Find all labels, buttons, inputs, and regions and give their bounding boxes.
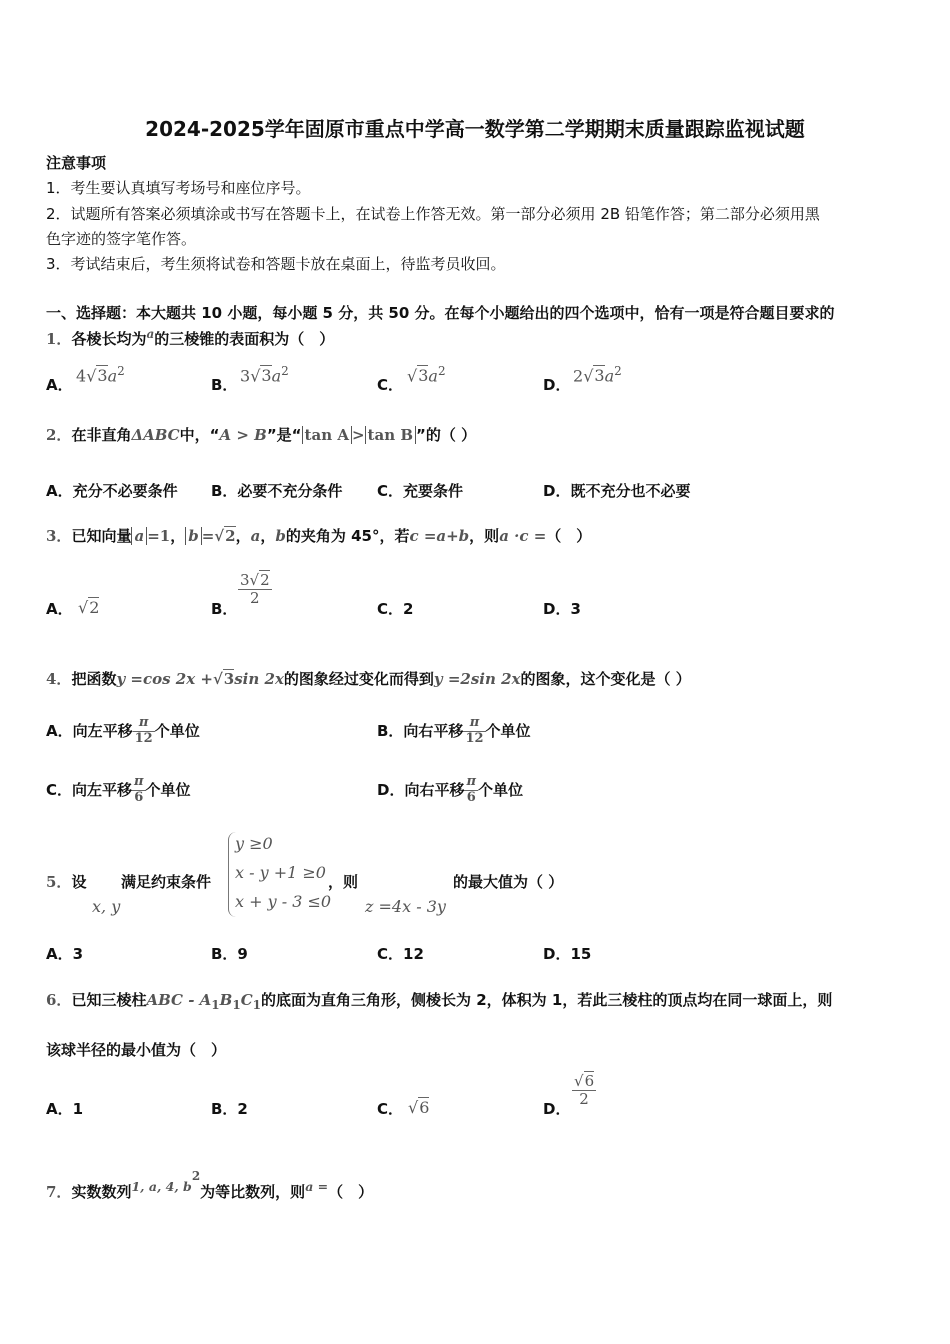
notice-item: 色字迹的签字笔作答。 bbox=[46, 230, 197, 248]
q2-option-c: C．充要条件 bbox=[377, 482, 464, 500]
q1-option-c-math: $√3a^2$ bbox=[407, 364, 446, 386]
q1-option-a: A． bbox=[46, 376, 73, 394]
exam-title: 2024-2025学年固原市重点中学高一数学第二学期期末质量跟踪监视试题 bbox=[145, 117, 805, 141]
question-5-a: 5．设 bbox=[46, 873, 87, 891]
q6-option-d-math: $\frac{√6}{2}$ bbox=[574, 1072, 595, 1109]
q3-option-c: C．2 bbox=[377, 600, 414, 618]
q5-vars: x, y bbox=[92, 897, 121, 916]
q5-objective: z =4x - 3y bbox=[365, 897, 446, 916]
q2-option-b: B．必要不充分条件 bbox=[211, 482, 343, 500]
notice-item: 3．考试结束后，考生须将试卷和答题卡放在桌面上，待监考员收回。 bbox=[46, 255, 506, 273]
q4-option-d: D．向右平移 $\frac{\pi}{6}$ 个单位 bbox=[377, 774, 523, 805]
q5-option-c: C．12 bbox=[377, 945, 424, 963]
q1-option-c: C． bbox=[377, 376, 404, 394]
question-5-b: 满足约束条件 bbox=[121, 873, 212, 891]
notice-heading: 注意事项 bbox=[46, 154, 107, 172]
notice-item: 2．试题所有答案必须填涂或书写在答题卡上，在试卷上作答无效。第一部分必须用 2B 铅笔作答；第二部分必须用黑 bbox=[46, 205, 820, 223]
q6-option-c: C． bbox=[377, 1100, 404, 1118]
q6-option-d: D． bbox=[543, 1100, 571, 1118]
q1-option-b-math: $3√3a^2$ bbox=[240, 364, 289, 386]
q5-option-d: D．15 bbox=[543, 945, 592, 963]
q5-option-a: A．3 bbox=[46, 945, 84, 963]
q3-option-b-math: $\frac{3√2}{2}$ bbox=[240, 571, 270, 608]
q3-option-d: D．3 bbox=[543, 600, 581, 618]
q6-option-a: A．1 bbox=[46, 1100, 84, 1118]
q3-option-a: A． bbox=[46, 600, 73, 618]
q4-option-a: A．向左平移 $\frac{\pi}{12}$ 个单位 bbox=[46, 715, 200, 746]
question-1: 1．各棱长均为$^a$的三棱锥的表面积为（ ） bbox=[46, 327, 335, 348]
question-2: 2．在非直角ΔABC中，“A > B”是“ tan A > tan B ”的（ ） bbox=[46, 426, 477, 444]
q1-option-d-math: $2√3a^2$ bbox=[573, 364, 622, 386]
q4-option-c: C．向左平移 $\frac{\pi}{6}$ 个单位 bbox=[46, 774, 191, 805]
q1-option-b: B． bbox=[211, 376, 238, 394]
notice-item: 1．考生要认真填写考场号和座位序号。 bbox=[46, 179, 311, 197]
question-3: 3．已知向量 a =1， b =√2，a，b的夹角为 45°，若c =a+b，则a ·c =（ ） bbox=[46, 527, 592, 545]
q3-option-b: B． bbox=[211, 600, 238, 618]
q6-option-c-math: √6 bbox=[408, 1098, 430, 1117]
q2-option-d: D．既不充分也不必要 bbox=[543, 482, 691, 500]
section-heading: 一、选择题：本大题共 10 小题，每小题 5 分，共 50 分。在每个小题给出的四个选项中，恰有一项是符合题目要求的 bbox=[46, 304, 835, 322]
question-7: 7．实数数列$^{1, a, 4, b2}$为等比数列，则$^{a =}$（ ） bbox=[46, 1169, 374, 1201]
q6-option-b: B．2 bbox=[211, 1100, 248, 1118]
question-5-d: 的最大值为（ ） bbox=[453, 873, 564, 891]
q3-option-a-math: √2 bbox=[78, 598, 100, 617]
q2-option-a: A．充分不必要条件 bbox=[46, 482, 178, 500]
q4-option-b: B．向右平移 $\frac{\pi}{12}$ 个单位 bbox=[377, 715, 531, 746]
question-6-cont: 该球半径的最小值为（ ） bbox=[46, 1041, 227, 1059]
q1-option-d: D． bbox=[543, 376, 571, 394]
question-4: 4．把函数y =cos 2x +√3sin 2x的图象经过变化而得到y =2sin 2x的图象，这个变化是（ ） bbox=[46, 670, 691, 688]
q1-option-a-math: $4√3a^2$ bbox=[76, 364, 125, 386]
constraint-system: y ≥0 x - y +1 ≥0 x + y - 3 ≤0 bbox=[228, 832, 339, 917]
question-5-c: ，则 bbox=[328, 873, 359, 891]
q5-option-b: B．9 bbox=[211, 945, 248, 963]
question-6: 6．已知三棱柱ABC - $A_1B_1C_1$的底面为直角三角形，侧棱长为 2，体积为 1，若此三棱柱的顶点均在同一球面上，则 bbox=[46, 991, 833, 1012]
